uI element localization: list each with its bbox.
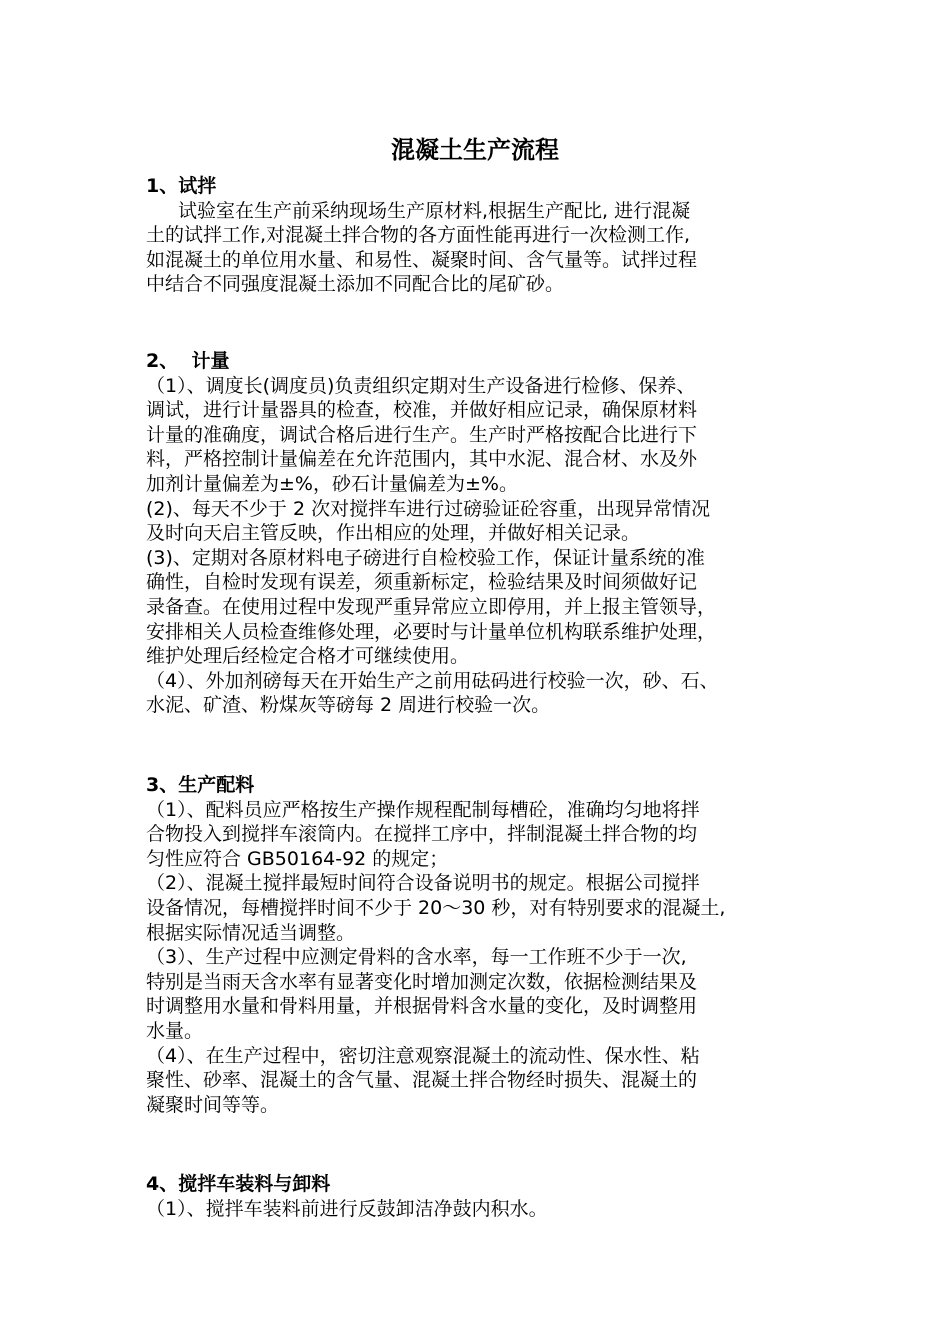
section-paragraph [146,497,826,546]
section-metering [146,349,826,718]
text-line: 根据实际情况适当调整。 [146,921,356,944]
section-paragraph [146,199,826,297]
section-heading: 2、 计量 [146,350,230,372]
text-line: 中结合不同强度混凝土添加不同配合比的尾矿砂。 [146,273,565,296]
text-line: (3)、定期对各原材料电子磅进行自检校验工作，保证计量系统的准 [146,546,705,569]
section-paragraph [146,945,826,1043]
text-line: 水量。 [146,1019,204,1042]
document-title: 混凝土生产流程 [391,135,559,164]
section-paragraph [146,1044,826,1118]
text-line: （1）、配料员应严格按生产操作规程配制每槽砼，准确均匀地将拌 [146,798,700,821]
text-line: 水泥、矿渣、粉煤灰等磅每 2 周进行校验一次。 [146,694,551,717]
text-line: 匀性应符合 GB50164-92 的规定； [146,847,449,870]
text-line: 维护处理后经检定合格才可继续使用。 [146,645,470,668]
text-line: 及时向天启主管反映，作出相应的处理，并做好相关记录。 [146,522,641,545]
section-paragraph [146,1197,826,1222]
text-line: （2）、混凝土搅拌最短时间符合设备说明书的规定。根据公司搅拌 [146,872,700,895]
section-trial-mixing [146,174,826,297]
text-line: 料，严格控制计量偏差在允许范围内，其中水泥、混合材、水及外 [146,448,698,471]
section-heading: 3、生产配料 [146,774,255,796]
text-line: （4）、在生产过程中，密切注意观察混凝土的流动性、保水性、粘 [146,1044,700,1067]
text-line: 时调整用水量和骨料用量，并根据骨料含水量的变化，及时调整用 [146,995,698,1018]
section-batching [146,773,826,1117]
text-line: 计量的准确度，调试合格后进行生产。生产时严格按配合比进行下 [146,423,698,446]
text-line: （4）、外加剂磅每天在开始生产之前用砝码进行校验一次，砂、石、 [146,669,719,692]
text-line: (2)、每天不少于 2 次对搅拌车进行过磅验证砼容重，出现异常情况 [146,497,711,520]
section-paragraph [146,669,826,718]
text-line: 加剂计量偏差为±%，砂石计量偏差为±%。 [146,472,518,495]
section-paragraph [146,374,826,497]
text-line: 如混凝土的单位用水量、和易性、凝聚时间、含气量等。试拌过程 [146,248,698,271]
section-truck-loading [146,1172,826,1221]
text-line: 确性，自检时发现有误差，须重新标定，检验结果及时间须做好记 [146,571,698,594]
text-line: 安排相关人员检查维修处理，必要时与计量单位机构联系维护处理， [146,620,717,643]
section-heading: 1、试拌 [146,175,217,197]
section-heading: 4、搅拌车装料与卸料 [146,1173,331,1195]
section-paragraph [146,798,826,872]
text-line: 特别是当雨天含水率有显著变化时增加测定次数，依据检测结果及 [146,970,698,993]
text-line: 凝聚时间等等。 [146,1093,280,1116]
text-line: 设备情况，每槽搅拌时间不少于 20～30 秒，对有特别要求的混凝土, [146,896,726,919]
section-paragraph [146,546,826,669]
section-paragraph [146,871,826,945]
text-line: 合物投入到搅拌车滚筒内。在搅拌工序中，拌制混凝土拌合物的均 [146,823,698,846]
text-line: 聚性、砂率、混凝土的含气量、混凝土拌合物经时损失、混凝土的 [146,1069,698,1092]
text-line: （1）、调度长(调度员)负责组织定期对生产设备进行检修、保养、 [146,374,696,397]
text-line: 录备查。在使用过程中发现严重异常应立即停用，并上报主管领导， [146,595,717,618]
text-line: 调试，进行计量器具的检查，校准，并做好相应记录，确保原材料 [146,399,698,422]
text-line: （1）、搅拌车装料前进行反鼓卸洁净鼓内积水。 [146,1197,548,1220]
text-line: 土的试拌工作,对混凝土拌合物的各方面性能再进行一次检测工作, [146,224,691,247]
text-line: （3）、生产过程中应测定骨料的含水率，每一工作班不少于一次, [146,946,687,969]
text-line: 试验室在生产前采纳现场生产原材料,根据生产配比, 进行混凝 [178,199,691,222]
